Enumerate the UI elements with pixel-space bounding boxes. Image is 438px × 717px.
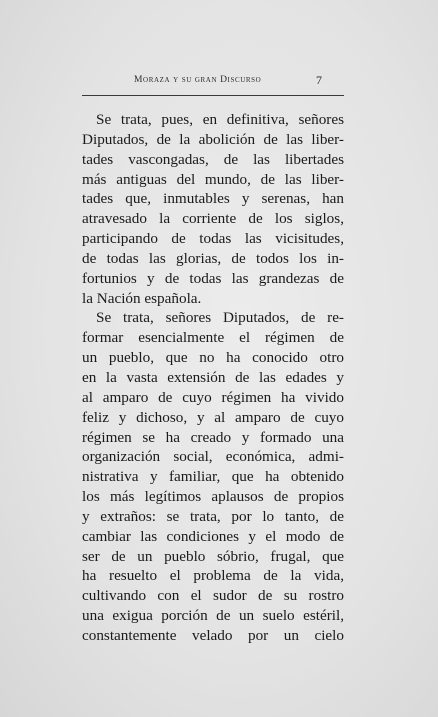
paragraph bbox=[82, 308, 344, 645]
text-line: y extraños: se trata, por lo tanto, de bbox=[82, 507, 344, 525]
text-line: feliz y dichoso, y al amparo de cuyo bbox=[82, 408, 344, 426]
text-line: Se trata, señores Diputados, de re- bbox=[96, 309, 344, 327]
text-line: más antiguas del mundo, de las liber- bbox=[82, 170, 344, 188]
text-line: régimen se ha creado y formado una bbox=[82, 428, 344, 446]
text-line: constantemente velado por un cielo bbox=[82, 626, 344, 644]
text-line: al amparo de cuyo régimen ha vivido bbox=[82, 388, 344, 406]
text-line: cambiar las condiciones y el modo de bbox=[82, 527, 344, 545]
text-line: tades que, inmutables y serenas, han bbox=[82, 190, 344, 208]
text-line: ha resuelto el problema de la vida, bbox=[82, 567, 344, 585]
text-line: tades vascongadas, de las libertades bbox=[82, 150, 344, 168]
text-line: en la vasta extensión de las edades y bbox=[82, 368, 344, 386]
text-line: formar esencialmente el régimen de bbox=[82, 329, 344, 347]
text-line: de todas las glorias, de todos los in- bbox=[82, 249, 344, 267]
text-line: la Nación española. bbox=[82, 289, 202, 307]
text-line: Diputados, de la abolición de las liber- bbox=[82, 130, 344, 148]
text-line: fortunios y de todas las grandezas de bbox=[82, 269, 344, 287]
text-line: los más legítimos aplausos de propios bbox=[82, 488, 344, 506]
page-header bbox=[82, 73, 344, 96]
running-title: Moraza y su gran Discurso bbox=[134, 75, 262, 85]
text-line: organización social, económica, admi- bbox=[82, 448, 344, 466]
text-line: un pueblo, que no ha conocido otro bbox=[82, 349, 344, 367]
text-line: atravesado la corriente de los siglos, bbox=[82, 210, 344, 228]
text-line: ser de un pueblo sóbrio, frugal, que bbox=[82, 547, 344, 565]
text-line: nistrativa y familiar, que ha obtenido bbox=[82, 468, 344, 486]
text-line: Se trata, pues, en definitiva, señores bbox=[96, 111, 344, 128]
text-line: cultivando con el sudor de su rostro bbox=[82, 587, 344, 605]
text-line: participando de todas las vicisitudes, bbox=[82, 230, 344, 248]
body-text bbox=[82, 110, 344, 646]
page-number: 7 bbox=[316, 73, 322, 87]
paragraph bbox=[82, 110, 344, 308]
text-line: una exigua porción de un suelo estéril, bbox=[82, 607, 344, 625]
